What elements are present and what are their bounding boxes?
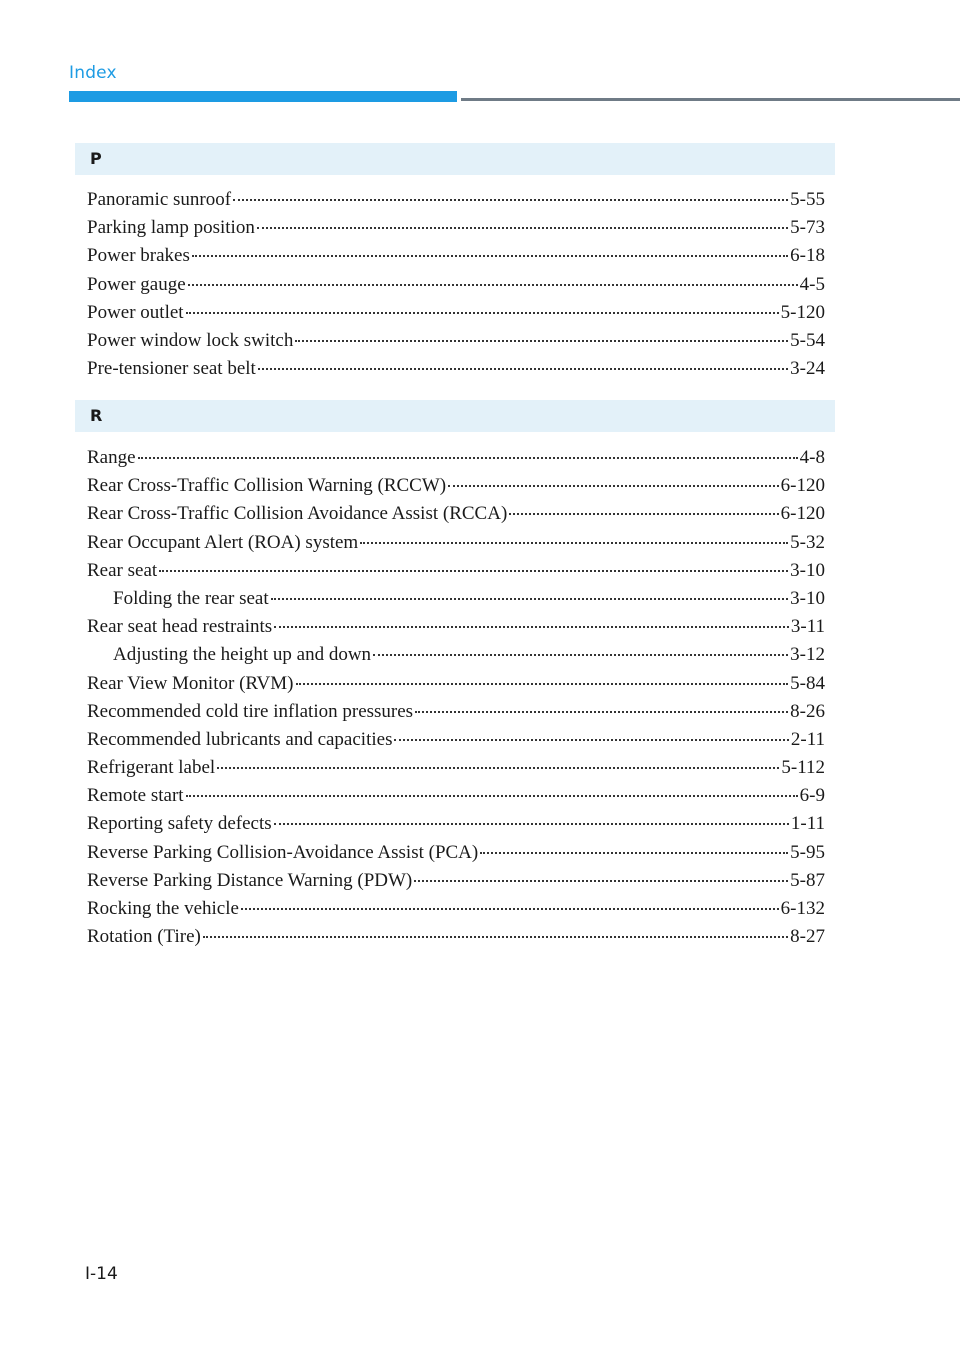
index-entry [87,214,825,242]
dot-leader [296,683,789,685]
dot-leader [217,767,779,769]
index-entry [87,782,825,810]
entry-label: Rear Occupant Alert (ROA) system [87,531,359,553]
entry-label: Reporting safety defects [87,813,272,835]
dot-leader [192,255,788,257]
dot-leader [257,227,788,229]
dot-leader [258,368,788,370]
entry-label: Reverse Parking Collision-Avoidance Assist (PCA) [87,841,479,863]
entry-page-ref: 6-120 [780,503,825,525]
entry-label: Power gauge [87,273,186,295]
index-entry [87,500,825,528]
dot-leader [186,312,779,314]
dot-leader [295,340,788,342]
entry-page-ref: 3-10 [790,559,825,581]
index-entry [87,557,825,585]
index-entry [87,472,825,500]
header-rule-gray [461,98,960,101]
index-entry [87,698,825,726]
section-letter: P [90,149,102,168]
entry-label: Power window lock switch [87,329,294,351]
entry-label: Rocking the vehicle [87,898,239,919]
entry-page-ref: 6-9 [799,785,825,807]
entry-label: Recommended cold tire inflation pressures [87,700,414,722]
entry-label: Rear Cross-Traffic Collision Warning (RCCW) [87,475,447,497]
header-rule-accent [69,91,457,102]
entry-page-ref: 3-12 [790,644,825,666]
entry-page-ref: 4-8 [799,447,825,468]
index-entry [87,271,825,299]
entry-label: Rear seat head restraints [87,616,273,638]
entry-page-ref: 6-132 [780,898,825,919]
entry-page-ref: 8-26 [790,700,825,722]
section-header-r [75,400,835,432]
entry-page-ref: 6-18 [790,245,825,267]
index-entry [87,867,825,895]
entry-label: Rear Cross-Traffic Collision Avoidance Assist (RCCA) [87,503,508,525]
dot-leader [241,908,779,910]
dot-leader [188,284,798,286]
entry-label: Folding the rear seat [113,587,269,609]
entry-label: Power outlet [87,301,184,323]
entry-label: Rear View Monitor (RVM) [87,672,294,694]
dot-leader [203,936,788,938]
entry-label: Parking lamp position [87,217,255,239]
entry-label: Rotation (Tire) [87,926,201,948]
entry-page-ref: 6-120 [780,475,825,497]
section-entries-p [87,186,825,383]
dot-leader [360,542,788,544]
dot-leader [271,598,789,600]
index-entry [87,529,825,557]
dot-leader [509,513,778,515]
section-entries-r [87,444,825,951]
dot-leader [233,199,788,201]
entry-page-ref: 1-11 [790,813,825,835]
dot-leader [274,823,789,825]
index-entry [87,299,825,327]
entry-page-ref: 5-112 [781,757,825,779]
index-entry [87,726,825,754]
index-subentry [87,641,825,669]
index-entry [87,895,825,923]
index-entry [87,242,825,270]
entry-label: Panoramic sunroof [87,189,232,210]
entry-page-ref: 3-11 [790,616,825,638]
section-header-p [75,143,835,175]
entry-page-ref: 5-84 [790,672,825,694]
entry-page-ref: 5-32 [790,531,825,553]
dot-leader [415,711,788,713]
entry-page-ref: 4-5 [799,273,825,295]
index-entry [87,754,825,782]
entry-page-ref: 5-120 [780,301,825,323]
entry-label: Power brakes [87,245,190,267]
entry-page-ref: 2-11 [790,728,825,750]
entry-page-ref: 3-10 [790,587,825,609]
entry-label: Recommended lubricants and capacities [87,728,393,750]
index-entry [87,839,825,867]
index-subentry [87,585,825,613]
entry-label: Pre-tensioner seat belt [87,358,256,380]
dot-leader [394,739,788,741]
entry-page-ref: 5-54 [790,329,825,351]
section-letter: R [90,406,103,425]
entry-label: Rear seat [87,559,158,581]
dot-leader [373,654,788,656]
entry-page-ref: 5-87 [790,869,825,891]
index-entry [87,355,825,383]
entry-label: Refrigerant label [87,757,216,779]
entry-label: Remote start [87,785,184,807]
footer-page-number: I-14 [85,1264,118,1284]
dot-leader [138,457,798,459]
index-entry [87,670,825,698]
index-entry [87,810,825,838]
entry-page-ref: 5-55 [790,189,825,210]
entry-page-ref: 5-95 [790,841,825,863]
entry-label: Reverse Parking Distance Warning (PDW) [87,869,413,891]
entry-label: Range [87,447,136,468]
entry-page-ref: 5-73 [790,217,825,239]
entry-label: Adjusting the height up and down [113,644,372,666]
dot-leader [414,880,788,882]
dot-leader [448,485,779,487]
dot-leader [186,795,798,797]
dot-leader [274,626,789,628]
index-entry [87,444,825,472]
index-entry [87,327,825,355]
index-entry [87,186,825,214]
entry-page-ref: 8-27 [790,926,825,948]
header-title: Index [69,63,117,83]
index-entry [87,923,825,951]
dot-leader [159,570,788,572]
entry-page-ref: 3-24 [790,358,825,380]
index-entry [87,613,825,641]
dot-leader [480,852,788,854]
